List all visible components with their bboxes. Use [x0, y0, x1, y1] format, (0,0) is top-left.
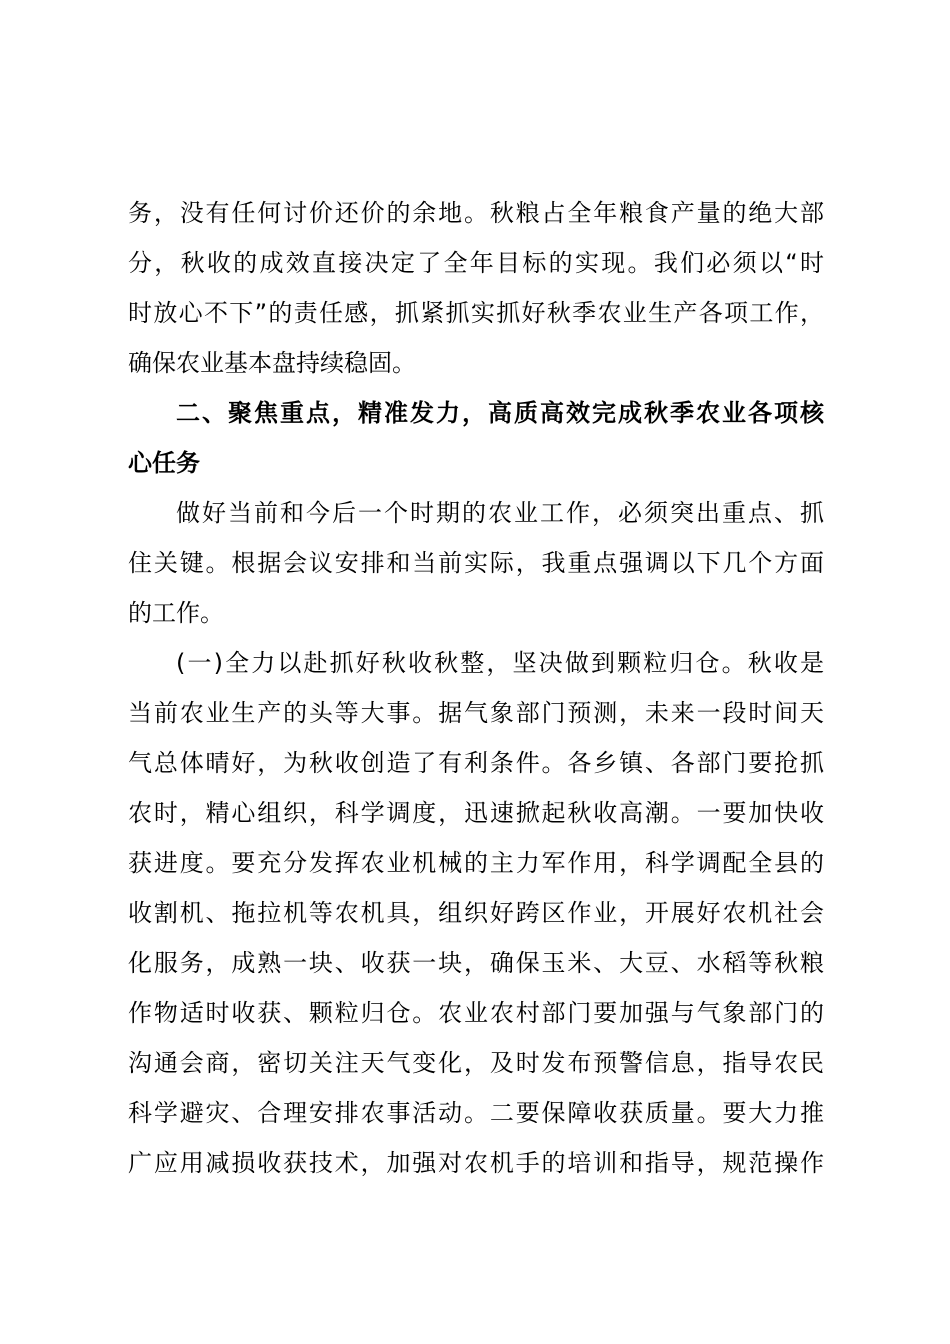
heading-line: 心任务: [128, 449, 200, 477]
text-line: 住关键。根据会议安排和当前实际，我重点强调以下几个方面: [128, 549, 824, 577]
heading-line: 二、聚焦重点，精准发力，高质高效完成秋季农业各项核: [176, 399, 824, 427]
paragraph-intro: [128, 488, 824, 638]
text-line: 获进度。要充分发挥农业机械的主力军作用，科学调配全县的: [128, 849, 824, 877]
text-line: 的工作。: [128, 599, 224, 627]
text-line: 科学避灾、合理安排农事活动。二要保障收获质量。要大力推: [128, 1099, 824, 1127]
text-line: 务，没有任何讨价还价的余地。秋粮占全年粮食产量的绝大部: [128, 199, 824, 227]
section-heading: [128, 388, 824, 488]
text-line: 分，秋收的成效直接决定了全年目标的实现。我们必须以“时: [128, 249, 824, 277]
text-line: 广应用减损收获技术，加强对农机手的培训和指导，规范操作: [128, 1149, 824, 1177]
paragraph-autumn-harvest: [128, 638, 824, 1188]
text-line: 确保农业基本盘持续稳固。: [128, 349, 416, 377]
text-line: 化服务，成熟一块、收获一块，确保玉米、大豆、水稻等秋粮: [128, 949, 824, 977]
document-page: [128, 188, 824, 1188]
text-line: 沟通会商，密切关注天气变化，及时发布预警信息，指导农民: [128, 1049, 824, 1077]
text-line: (一)全力以赴抓好秋收秋整，坚决做到颗粒归仓。秋收是: [176, 649, 824, 677]
text-line: 作物适时收获、颗粒归仓。农业农村部门要加强与气象部门的: [128, 999, 824, 1027]
text-line: 当前农业生产的头等大事。据气象部门预测，未来一段时间天: [128, 699, 824, 727]
text-line: 做好当前和今后一个时期的农业工作，必须突出重点、抓: [176, 499, 824, 527]
paragraph-continuation: [128, 188, 824, 388]
text-line: 收割机、拖拉机等农机具，组织好跨区作业，开展好农机社会: [128, 899, 824, 927]
text-line: 农时，精心组织，科学调度，迅速掀起秋收高潮。一要加快收: [128, 799, 824, 827]
text-line: 气总体晴好，为秋收创造了有利条件。各乡镇、各部门要抢抓: [128, 749, 824, 777]
text-line: 时放心不下”的责任感，抓紧抓实抓好秋季农业生产各项工作，: [128, 299, 824, 327]
